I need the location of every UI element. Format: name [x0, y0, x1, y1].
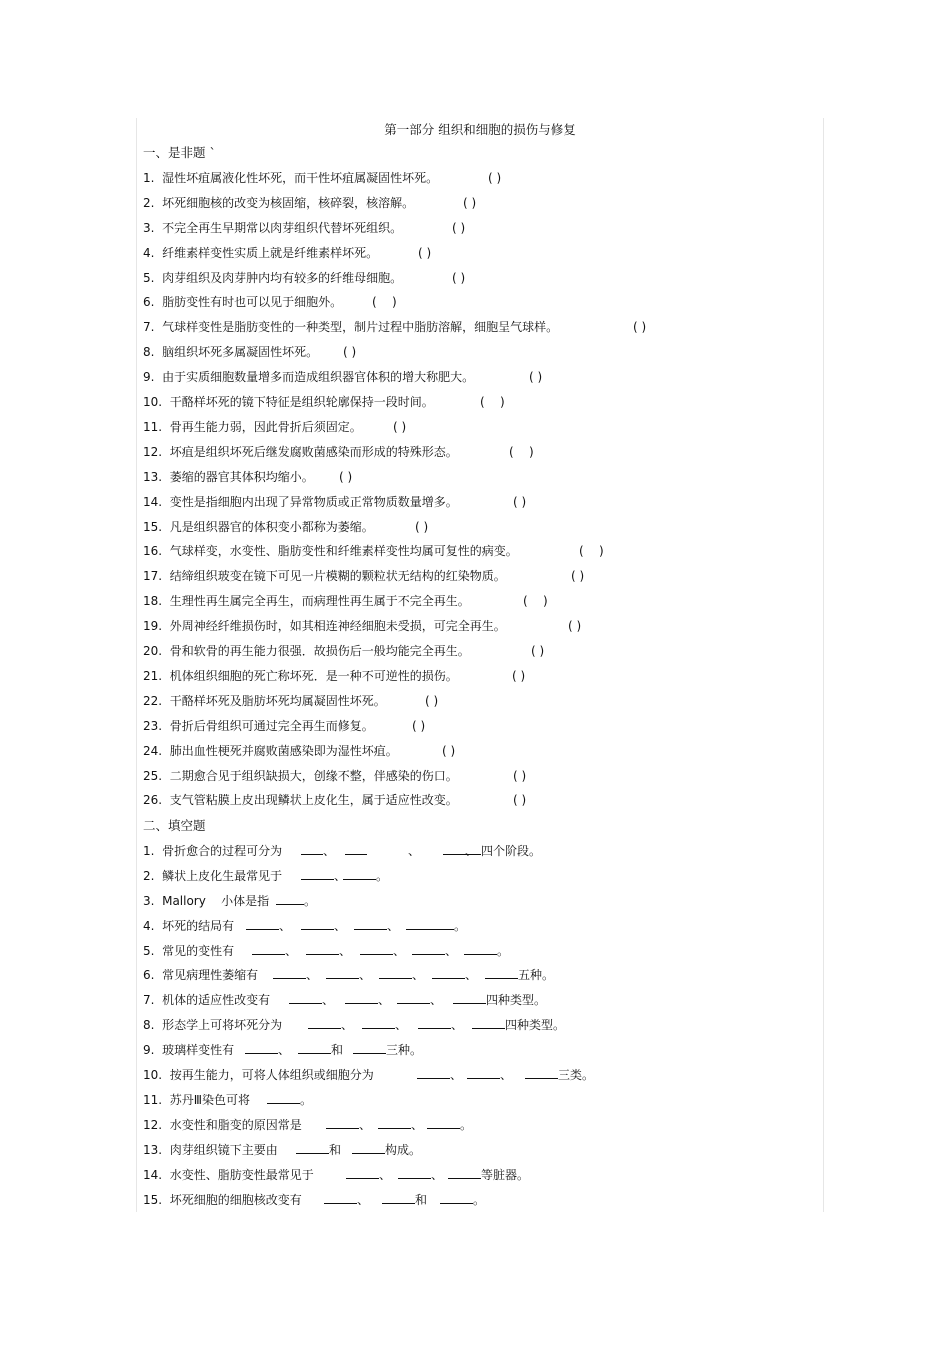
blank-separator: 、: [465, 843, 478, 858]
blank-segment: [246, 915, 291, 937]
question-number: 11.: [143, 1092, 163, 1107]
question-number: 8.: [143, 345, 155, 360]
blank-separator: 、: [323, 843, 336, 858]
answer-blank[interactable]: [324, 1191, 357, 1204]
blank-separator: 、: [393, 943, 406, 958]
question-number: 12.: [143, 444, 163, 459]
answer-parentheses[interactable]: ( ): [339, 469, 353, 484]
blank-segment: [345, 840, 367, 862]
blank-segment: [440, 1189, 485, 1211]
blank-segment: [345, 989, 390, 1011]
question-text: 肉芽组织镜下主要由: [169, 1142, 278, 1157]
true-false-question: [143, 615, 506, 637]
page-right-border: [823, 118, 824, 1212]
question-number: 1.: [143, 170, 155, 185]
answer-blank[interactable]: [379, 966, 412, 979]
true-false-question: [143, 441, 458, 463]
question-text: 气球样变，水变性、脂肪变性和纤维素样变性均属可复性的病变。: [169, 544, 518, 559]
question-text: Mallory 小体是指: [162, 893, 270, 908]
answer-blank[interactable]: [252, 942, 285, 955]
blank-segment: [397, 989, 442, 1011]
blank-separator: 、: [500, 1068, 513, 1082]
blank-segment: [308, 1014, 353, 1036]
true-false-question: [143, 466, 314, 488]
question-text: 骨再生能力弱，因此骨折后须固定。: [169, 419, 362, 434]
question-text: 玻璃样变性有: [162, 1043, 235, 1058]
blank-segment: [306, 940, 351, 962]
section-heading: 一、是非题 `: [143, 145, 216, 160]
question-number: 13.: [143, 1142, 163, 1157]
question-text: 二期愈合见于组织缺损大，创缘不整，伴感染的伤口。: [169, 768, 458, 783]
question-text: 变性是指细胞内出现了异常物质或正常物质数量增多。: [169, 494, 458, 509]
answer-blank[interactable]: [352, 1141, 385, 1154]
blank-segment: [301, 915, 346, 937]
question-number: 3.: [143, 220, 155, 235]
answer-parentheses[interactable]: ( ): [513, 768, 527, 783]
true-false-question: [143, 217, 402, 239]
true-false-question: [143, 316, 558, 338]
blank-separator: 、: [378, 993, 391, 1008]
blank-segment: [301, 865, 346, 887]
question-number: 8.: [143, 1018, 155, 1033]
question-number: 21.: [143, 668, 163, 683]
question-number: 11.: [143, 419, 163, 434]
answer-blank[interactable]: [245, 1041, 278, 1054]
answer-blank[interactable]: [246, 917, 279, 930]
blank-separator: 和: [329, 1142, 342, 1157]
blank-separator: 、: [341, 1018, 354, 1033]
blank-segment: [326, 1114, 371, 1136]
question-text: 常见病理性萎缩有: [162, 968, 259, 983]
true-false-question: [143, 540, 518, 562]
blank-segment: [525, 1064, 594, 1086]
blank-separator: 。: [376, 868, 389, 883]
question-text: 支气管粘膜上皮出现鳞状上皮化生，属于适应性改变。: [169, 793, 458, 808]
blank-segment: [354, 915, 399, 937]
question-number: 17.: [143, 569, 163, 584]
fill-blank-question: [143, 1039, 234, 1061]
blank-segment: [412, 940, 457, 962]
question-number: 2.: [143, 868, 155, 883]
question-text: 苏丹Ⅲ染色可将: [169, 1092, 251, 1107]
blank-segment: [408, 840, 420, 862]
true-false-question: [143, 267, 402, 289]
answer-parentheses[interactable]: ( ): [412, 718, 426, 733]
true-false-question: [143, 789, 458, 811]
answer-blank[interactable]: [417, 1066, 450, 1079]
blank-segment: [398, 1164, 443, 1186]
blank-separator: 。: [497, 943, 510, 958]
question-text: 肉芽组织及肉芽肿内均有较多的纤维母细胞。: [162, 270, 403, 285]
question-text: 坏死细胞核的改变为核固缩，核碎裂，核溶解。: [162, 195, 415, 210]
question-text: 坏疽是组织坏死后继发腐败菌感染而形成的特殊形态。: [169, 444, 458, 459]
blank-segment: [326, 964, 371, 986]
fill-blank-question: [143, 890, 269, 912]
blank-separator: 、: [445, 943, 458, 958]
answer-blank[interactable]: [326, 966, 359, 979]
fill-blank-question: [143, 1139, 278, 1161]
blank-separator: 和: [415, 1192, 428, 1207]
blank-separator: 和: [331, 1043, 344, 1058]
blank-segment: [289, 989, 334, 1011]
answer-blank[interactable]: [382, 1191, 415, 1204]
blank-segment: [485, 964, 554, 986]
blank-separator: 三种。: [386, 1043, 423, 1058]
answer-parentheses[interactable]: ( ): [531, 644, 545, 658]
question-number: 23.: [143, 718, 163, 733]
blank-segment: [432, 964, 477, 986]
answer-blank[interactable]: [306, 942, 339, 955]
blank-segment: [459, 840, 541, 862]
blank-segment: [379, 964, 424, 986]
answer-blank[interactable]: [354, 917, 387, 930]
answer-parentheses[interactable]: ( ): [523, 594, 548, 609]
true-false-question: [143, 715, 374, 737]
question-number: 19.: [143, 619, 163, 634]
true-false-question: [143, 391, 434, 413]
question-text: 鳞状上皮化生最常见于: [162, 868, 283, 883]
answer-blank[interactable]: [472, 1016, 505, 1029]
blank-separator: 、: [411, 1117, 424, 1132]
document-page: [136, 118, 824, 1212]
answer-blank[interactable]: [362, 1016, 395, 1029]
answer-parentheses[interactable]: ( ): [480, 395, 505, 409]
answer-parentheses[interactable]: ( ): [529, 370, 543, 385]
question-text: 骨和软骨的再生能力很强．故损伤后一般均能完全再生。: [169, 644, 470, 658]
blank-separator: 、: [306, 968, 319, 983]
blank-separator: 、: [322, 993, 335, 1008]
question-text: 结缔组织玻变在镜下可见一片模糊的颗粒状无结构的红染物质。: [169, 569, 506, 584]
question-number: 20.: [143, 644, 163, 658]
true-false-question: [143, 291, 342, 313]
answer-blank[interactable]: [418, 1016, 451, 1029]
answer-blank[interactable]: [440, 1191, 473, 1204]
question-number: 14.: [143, 1167, 163, 1182]
answer-parentheses[interactable]: ( ): [452, 220, 466, 235]
blank-separator: 构成。: [385, 1142, 422, 1157]
blank-segment: [467, 1064, 512, 1086]
blank-segment: [360, 940, 405, 962]
blank-segment: [276, 890, 316, 912]
question-text: 纤维素样变性实质上就是纤维素样坏死。: [162, 245, 379, 260]
fill-blank-question: [143, 989, 270, 1011]
blank-separator: 四种类型。: [505, 1018, 566, 1033]
question-number: 9.: [143, 1043, 155, 1058]
blank-separator: 、: [357, 1192, 370, 1207]
blank-segment: [427, 1114, 472, 1136]
blank-separator: 、: [408, 843, 421, 858]
answer-blank[interactable]: [397, 991, 430, 1004]
true-false-question: [143, 640, 470, 662]
blank-separator: 、: [431, 1167, 444, 1182]
blank-separator: 、: [465, 968, 478, 983]
answer-blank[interactable]: [301, 842, 323, 855]
question-text: 肺出血性梗死并腐败菌感染即为湿性坏疽。: [169, 743, 398, 758]
answer-parentheses[interactable]: ( ): [513, 494, 527, 509]
blank-separator: 、: [339, 943, 352, 958]
blank-segment: [267, 1089, 312, 1111]
question-text: 不完全再生早期常以肉芽组织代替坏死组织。: [162, 220, 403, 235]
blank-separator: 、: [412, 968, 425, 983]
question-text: 气球样变性是脂肪变性的一种类型，制片过程中脂肪溶解，细胞呈气球样。: [162, 320, 559, 335]
blank-separator: 四个阶段。: [481, 843, 542, 858]
answer-parentheses[interactable]: ( ): [633, 320, 647, 335]
answer-parentheses[interactable]: ( ): [425, 693, 439, 708]
question-text: 坏死细胞的细胞核改变有: [169, 1192, 302, 1207]
blank-separator: 三类。: [558, 1068, 595, 1082]
question-text: 坏死的结局有: [162, 918, 235, 933]
blank-separator: 、: [359, 968, 372, 983]
answer-blank[interactable]: [326, 1116, 359, 1129]
question-number: 5.: [143, 270, 155, 285]
true-false-question: [143, 765, 458, 787]
answer-parentheses[interactable]: ( ): [513, 793, 527, 808]
section-heading: 二、填空题: [143, 818, 206, 833]
answer-parentheses[interactable]: ( ): [509, 444, 534, 459]
answer-blank[interactable]: [406, 917, 454, 930]
blank-separator: 、: [430, 993, 443, 1008]
question-number: 24.: [143, 743, 163, 758]
blank-segment: [418, 1014, 463, 1036]
answer-blank[interactable]: [296, 1141, 329, 1154]
question-text: 水变性和脂变的原因常是: [169, 1117, 302, 1132]
answer-blank[interactable]: [432, 966, 465, 979]
fill-blank-question: [143, 840, 282, 862]
true-false-question: [143, 590, 470, 612]
question-number: 14.: [143, 494, 163, 509]
answer-blank[interactable]: [289, 991, 322, 1004]
answer-blank[interactable]: [298, 1041, 331, 1054]
answer-blank[interactable]: [346, 1166, 379, 1179]
blank-separator: 。: [454, 918, 467, 933]
true-false-question: [143, 341, 318, 363]
blank-segment: [273, 964, 318, 986]
question-text: 由于实质细胞数量增多而造成组织器官体积的增大称肥大。: [162, 370, 475, 385]
true-false-question: [143, 690, 386, 712]
question-text: 萎缩的器官其体积均缩小。: [169, 469, 314, 484]
question-text: 机体组织细胞的死亡称坏死．是一种不可逆性的损伤。: [169, 668, 458, 683]
answer-parentheses[interactable]: ( ): [415, 519, 429, 534]
blank-segment: [378, 1114, 423, 1136]
question-number: 4.: [143, 245, 155, 260]
question-text: 湿性坏疽属液化性坏死，而干性坏疽属凝固性坏死。: [162, 170, 439, 185]
question-number: 25.: [143, 768, 163, 783]
question-number: 4.: [143, 918, 155, 933]
question-number: 15.: [143, 1192, 163, 1207]
question-text: 机体的适应性改变有: [162, 993, 271, 1008]
question-number: 6.: [143, 295, 155, 310]
answer-blank[interactable]: [398, 1166, 431, 1179]
blank-segment: [472, 1014, 565, 1036]
question-number: 7.: [143, 993, 155, 1008]
blank-segment: [298, 1039, 343, 1061]
answer-blank[interactable]: [459, 842, 481, 855]
true-false-question: [143, 242, 378, 264]
blank-segment: [252, 940, 297, 962]
blank-separator: 、: [334, 868, 347, 883]
blank-segment: [343, 865, 388, 887]
question-number: 3.: [143, 893, 155, 908]
question-text: 脑组织坏死多属凝固性坏死。: [162, 345, 319, 360]
question-text: 生理性再生属完全再生，而病理性再生属于不完全再生。: [169, 594, 470, 609]
question-text: 水变性、脂肪变性最常见于: [169, 1167, 314, 1182]
blank-separator: 、: [279, 918, 292, 933]
question-number: 26.: [143, 793, 163, 808]
page-title: 第一部分 组织和细胞的损伤与修复: [384, 122, 576, 137]
answer-blank[interactable]: [485, 966, 518, 979]
blank-segment: [362, 1014, 407, 1036]
question-text: 形态学上可将坏死分为: [162, 1018, 283, 1033]
answer-parentheses[interactable]: ( ): [418, 245, 432, 260]
blank-separator: 五种。: [518, 968, 555, 983]
true-false-question: [143, 192, 414, 214]
blank-separator: 、: [278, 1043, 291, 1058]
true-false-question: [143, 491, 458, 513]
question-number: 10.: [143, 1068, 163, 1082]
answer-parentheses[interactable]: ( ): [579, 544, 604, 559]
fill-blank-question: [143, 865, 282, 887]
blank-separator: 。: [304, 893, 317, 908]
true-false-question: [143, 665, 458, 687]
answer-parentheses[interactable]: ( ): [372, 295, 397, 310]
question-text: 脂肪变性有时也可以见于细胞外。: [162, 295, 343, 310]
answer-blank[interactable]: [427, 1116, 460, 1129]
fill-blank-question: [143, 964, 258, 986]
blank-separator: 四种类型。: [486, 993, 547, 1008]
answer-parentheses[interactable]: ( ): [393, 419, 407, 434]
fill-blank-question: [143, 1114, 302, 1136]
fill-blank-question: [143, 1164, 314, 1186]
question-number: 10.: [143, 395, 163, 409]
question-number: 12.: [143, 1117, 163, 1132]
blank-segment: [245, 1039, 290, 1061]
blank-segment: [353, 1039, 422, 1061]
question-number: 7.: [143, 320, 155, 335]
question-text: 凡是组织器官的体积变小都称为萎缩。: [169, 519, 374, 534]
answer-parentheses[interactable]: ( ): [571, 569, 585, 584]
blank-segment: [352, 1139, 421, 1161]
answer-parentheses[interactable]: ( ): [488, 170, 502, 185]
answer-blank[interactable]: [464, 942, 497, 955]
blank-segment: [417, 1064, 462, 1086]
blank-separator: 、: [334, 918, 347, 933]
question-number: 9.: [143, 370, 155, 385]
blank-separator: 、: [451, 1018, 464, 1033]
answer-parentheses[interactable]: ( ): [343, 345, 357, 360]
question-text: 外周神经纤维损伤时，如其相连神经细胞未受损，可完全再生。: [169, 619, 506, 634]
question-text: 干酪样坏死的镜下特征是组织轮廓保持一段时间。: [169, 395, 434, 409]
blank-segment: [346, 1164, 391, 1186]
fill-blank-question: [143, 1064, 374, 1086]
answer-blank[interactable]: [308, 1016, 341, 1029]
question-number: 18.: [143, 594, 163, 609]
answer-parentheses[interactable]: ( ): [452, 270, 466, 285]
question-number: 1.: [143, 843, 155, 858]
question-number: 16.: [143, 544, 163, 559]
blank-segment: [296, 1139, 341, 1161]
answer-blank[interactable]: [343, 867, 376, 880]
blank-separator: 。: [460, 1117, 473, 1132]
fill-blank-question: [143, 1014, 282, 1036]
answer-blank[interactable]: [267, 1091, 300, 1104]
answer-parentheses[interactable]: ( ): [568, 619, 582, 634]
answer-blank[interactable]: [301, 867, 334, 880]
answer-blank[interactable]: [345, 991, 378, 1004]
blank-separator: 、: [285, 943, 298, 958]
answer-blank[interactable]: [353, 1041, 386, 1054]
true-false-question: [143, 740, 398, 762]
fill-blank-question: [143, 1089, 250, 1111]
question-text: 骨折愈合的过程可分为: [162, 843, 283, 858]
blank-separator: 、: [387, 918, 400, 933]
true-false-question: [143, 366, 474, 388]
question-text: 常见的变性有: [162, 943, 235, 958]
blank-separator: 等脏器。: [481, 1167, 530, 1182]
question-text: 按再生能力，可将人体组织或细胞分为: [169, 1068, 374, 1082]
question-number: 22.: [143, 693, 163, 708]
answer-blank[interactable]: [301, 917, 334, 930]
answer-blank[interactable]: [412, 942, 445, 955]
blank-separator: 。: [300, 1092, 313, 1107]
blank-separator: 、: [379, 1167, 392, 1182]
blank-separator: 、: [395, 1018, 408, 1033]
fill-blank-question: [143, 915, 234, 937]
question-text: 干酪样坏死及脂肪坏死均属凝固性坏死。: [169, 693, 386, 708]
blank-separator: 、: [359, 1117, 372, 1132]
question-number: 2.: [143, 195, 155, 210]
true-false-question: [143, 416, 362, 438]
fill-blank-question: [143, 940, 234, 962]
question-number: 5.: [143, 943, 155, 958]
blank-segment: [382, 1189, 427, 1211]
answer-blank[interactable]: [276, 892, 304, 905]
blank-segment: [448, 1164, 529, 1186]
fill-blank-question: [143, 1189, 302, 1211]
answer-blank[interactable]: [525, 1066, 558, 1079]
answer-parentheses[interactable]: ( ): [463, 195, 477, 210]
answer-blank[interactable]: [448, 1166, 481, 1179]
true-false-question: [143, 167, 438, 189]
answer-blank[interactable]: [273, 966, 306, 979]
answer-blank[interactable]: [453, 991, 486, 1004]
blank-separator: 、: [450, 1068, 463, 1082]
question-text: 骨折后骨组织可通过完全再生而修复。: [169, 718, 374, 733]
question-number: 6.: [143, 968, 155, 983]
blank-separator: 。: [473, 1192, 486, 1207]
answer-parentheses[interactable]: ( ): [512, 668, 526, 683]
answer-blank[interactable]: [378, 1116, 411, 1129]
blank-segment: [301, 840, 335, 862]
true-false-question: [143, 516, 374, 538]
blank-segment: [453, 989, 546, 1011]
answer-blank[interactable]: [360, 942, 393, 955]
answer-parentheses[interactable]: ( ): [442, 743, 456, 758]
true-false-question: [143, 565, 506, 587]
question-number: 15.: [143, 519, 163, 534]
answer-blank[interactable]: [345, 842, 367, 855]
page-left-border: [136, 118, 137, 1212]
blank-segment: [464, 940, 509, 962]
question-number: 13.: [143, 469, 163, 484]
blank-segment: [406, 915, 466, 937]
blank-segment: [324, 1189, 369, 1211]
answer-blank[interactable]: [467, 1066, 500, 1079]
